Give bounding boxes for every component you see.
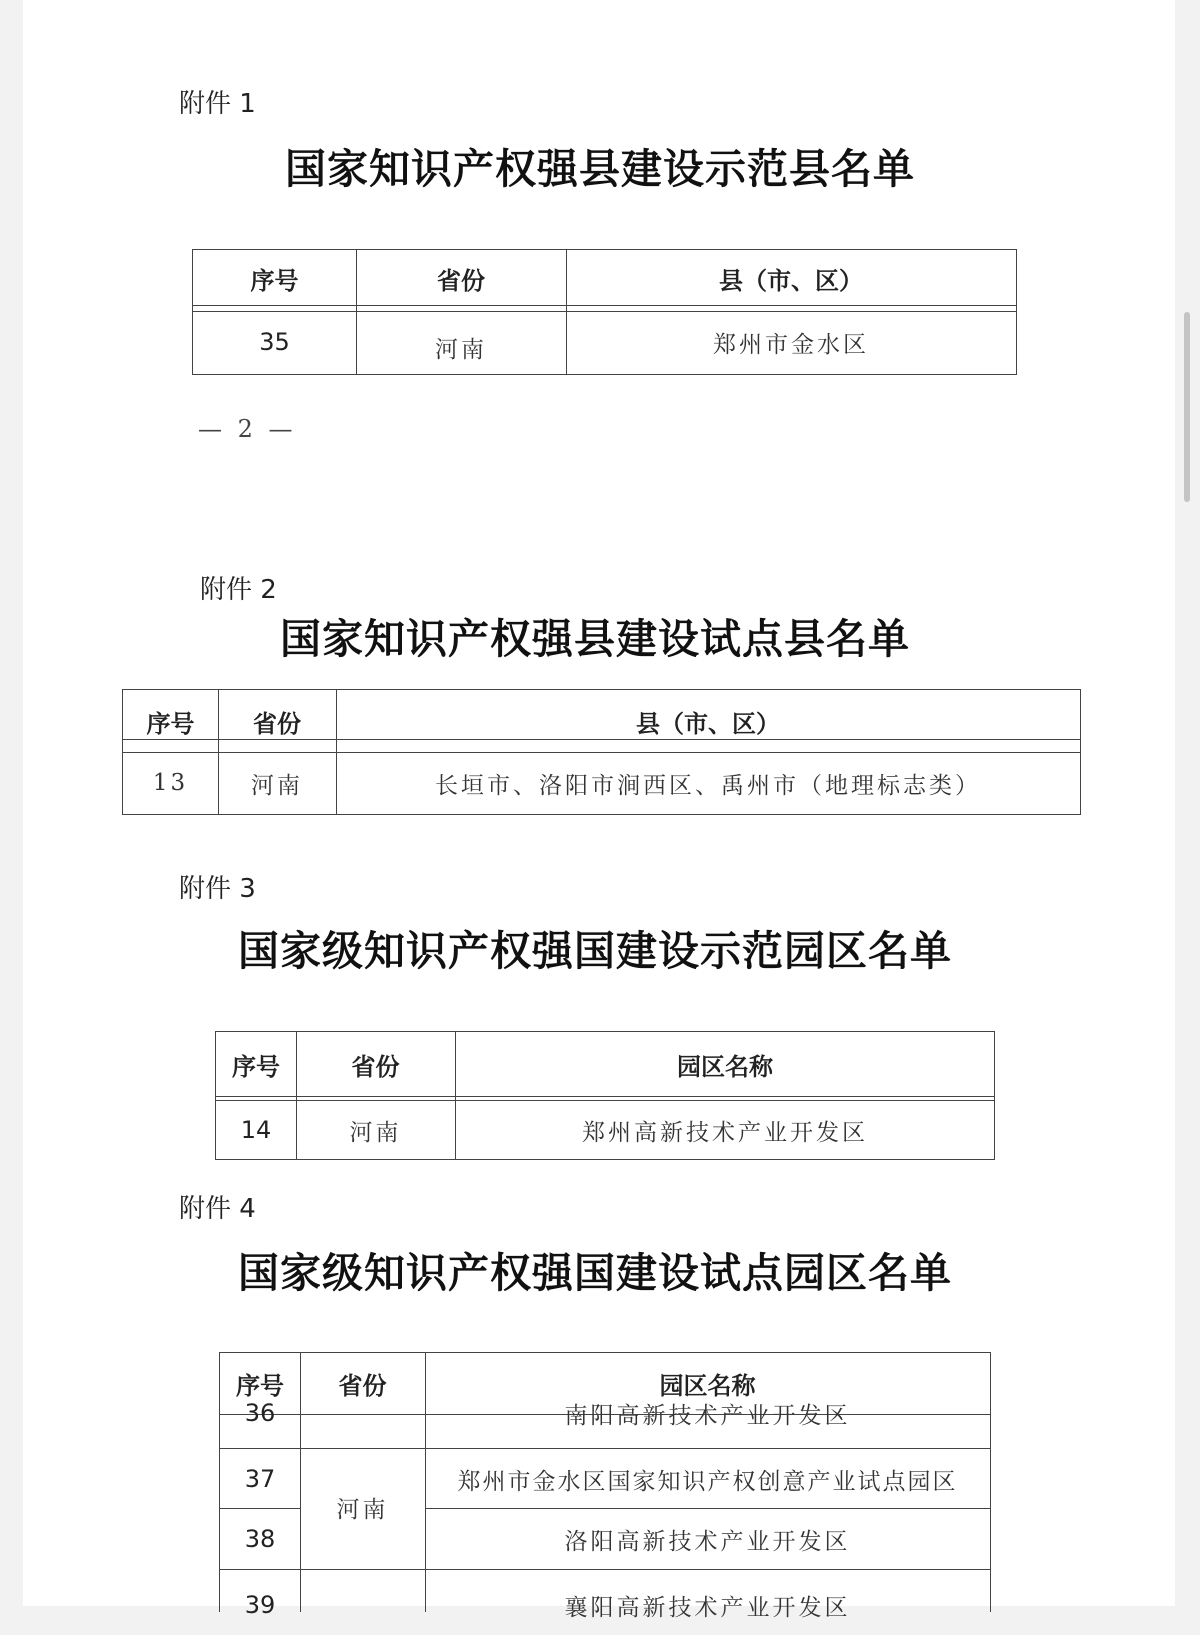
cell-province: 河南	[336, 1496, 389, 1523]
cell-no: 36	[244, 1399, 276, 1427]
annex-3-table	[215, 1031, 995, 1160]
header-county: 县（市、区）	[719, 266, 863, 295]
page-number: — 2 —	[198, 415, 297, 443]
cell-province: 河南	[435, 336, 487, 363]
header-no: 序号	[236, 1371, 284, 1400]
cell-no: 39	[244, 1591, 276, 1619]
cell-name: 襄阳高新技术产业开发区	[564, 1594, 851, 1621]
annex-4-label: 附件 4	[179, 1194, 256, 1224]
annex-1-table	[192, 249, 1017, 375]
cell-no: 13	[152, 770, 189, 796]
annex-1-label: 附件 1	[179, 89, 256, 119]
cell-no: 35	[259, 328, 290, 356]
cell-name: 洛阳高新技术产业开发区	[564, 1528, 851, 1555]
annex-2-table	[122, 689, 1081, 815]
annex-4-table	[219, 1352, 991, 1621]
cell-name: 南阳高新技术产业开发区	[564, 1402, 851, 1429]
cell-name: 郑州市金水区国家知识产权创意产业试点园区	[457, 1468, 958, 1495]
header-park: 园区名称	[677, 1052, 773, 1081]
cell-name: 郑州高新技术产业开发区	[582, 1119, 868, 1146]
annex-2-label: 附件 2	[200, 575, 277, 605]
header-county: 县（市、区）	[636, 709, 780, 738]
annex-3-label: 附件 3	[179, 874, 256, 904]
annex-3-title: 国家级知识产权强国建设示范园区名单	[238, 927, 952, 975]
scrollbar[interactable]	[1184, 312, 1190, 502]
annex-4-title: 国家级知识产权强国建设试点园区名单	[238, 1249, 952, 1297]
header-province: 省份	[253, 709, 301, 738]
cell-province: 河南	[349, 1119, 402, 1146]
header-no: 序号	[232, 1052, 280, 1081]
cell-name: 郑州市金水区	[713, 331, 869, 358]
cell-no: 38	[244, 1525, 276, 1553]
header-province: 省份	[351, 1052, 400, 1081]
header-park: 园区名称	[659, 1371, 756, 1400]
annex-1-title: 国家知识产权强县建设示范县名单	[285, 145, 915, 193]
annex-2-title: 国家知识产权强县建设试点县名单	[280, 615, 910, 663]
cell-no: 14	[240, 1116, 272, 1144]
header-province: 省份	[338, 1371, 387, 1400]
cell-province: 河南	[251, 772, 303, 799]
header-province: 省份	[437, 266, 485, 295]
header-no: 序号	[250, 266, 299, 295]
cell-name: 长垣市、洛阳市涧西区、禹州市（地理标志类）	[435, 772, 981, 799]
cell-no: 37	[244, 1465, 276, 1493]
header-no: 序号	[146, 709, 195, 738]
